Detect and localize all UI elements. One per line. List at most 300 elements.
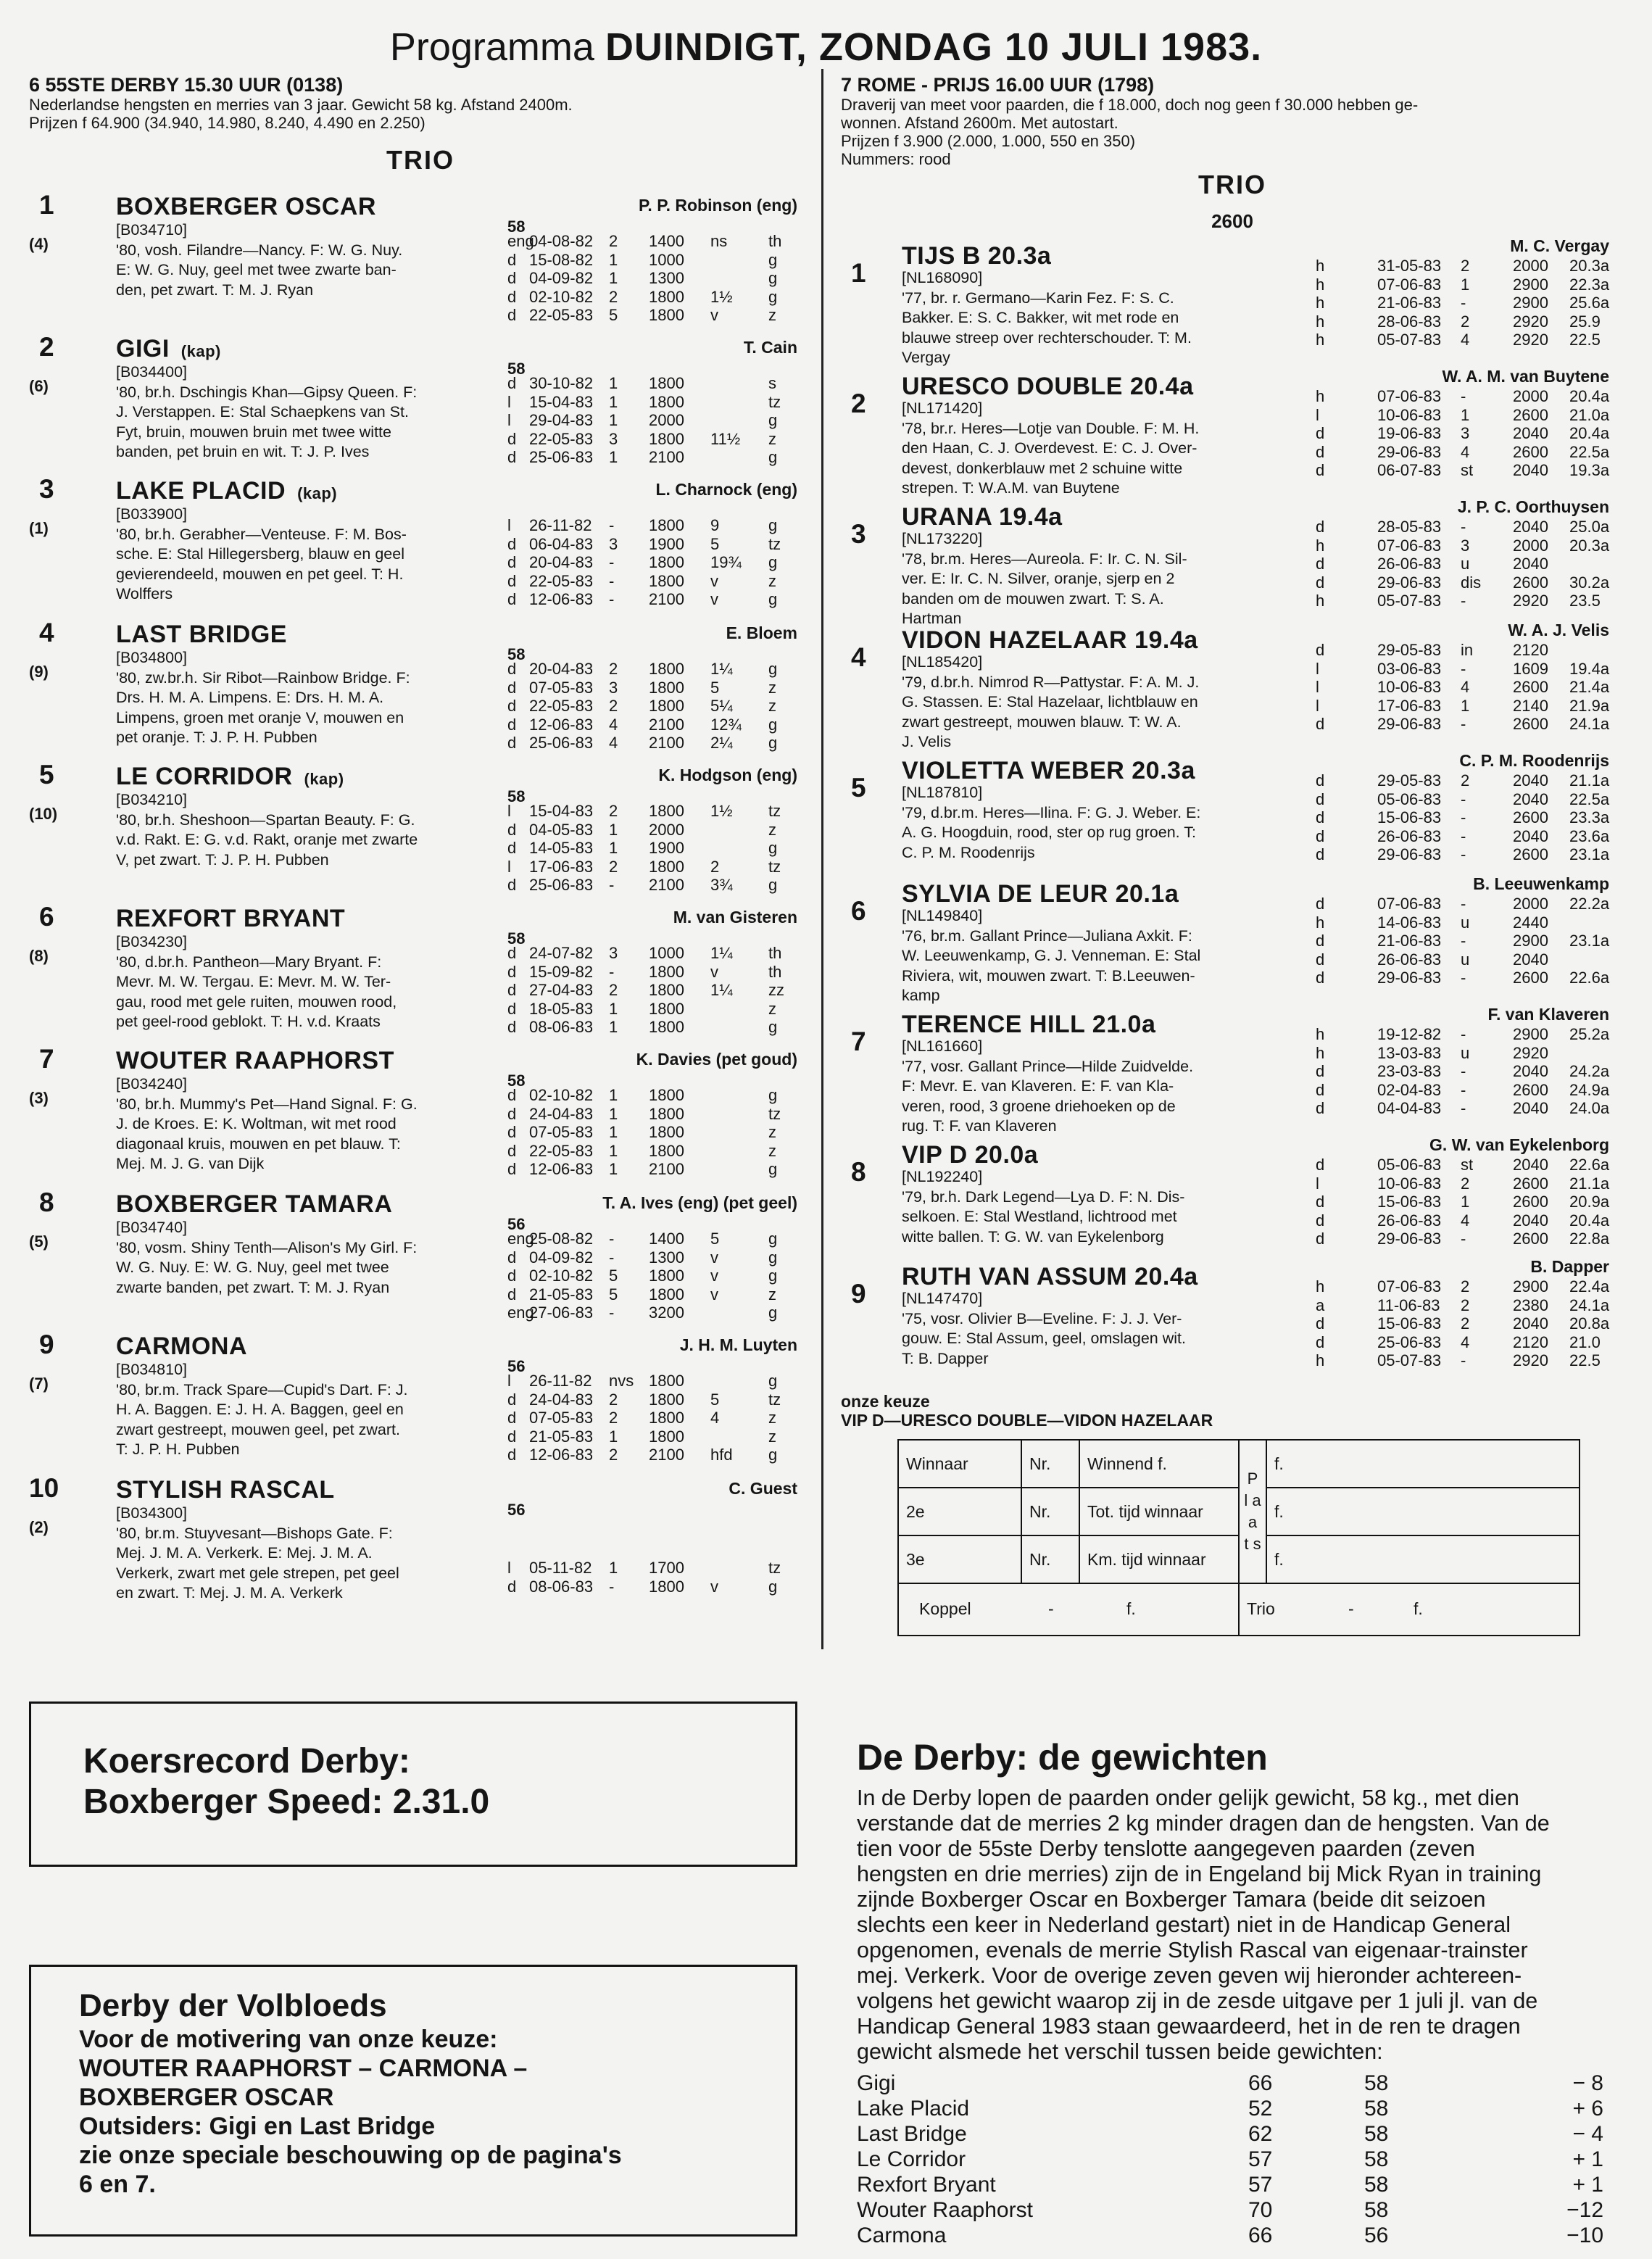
run-cell: 22-05-83 (529, 571, 594, 590)
run-cell: d (507, 1104, 517, 1123)
run-cell: 2040 (1513, 1062, 1548, 1080)
column-divider (821, 69, 823, 1649)
article-line: Handicap General 1983 staan gewaardeerd, het in de ren te dragen (857, 2014, 1521, 2039)
run-cell: 22-05-83 (529, 306, 594, 324)
race7-horse-entry (841, 751, 1624, 880)
run-cell: 06-04-83 (529, 534, 594, 553)
run-cell: 2 (609, 1409, 618, 1427)
run-cell: th (768, 232, 782, 250)
description-line: veren, rood, 3 groene driehoeken op de (902, 1097, 1176, 1115)
volbloeds-line-3: BOXBERGER OSCAR (79, 2084, 334, 2111)
run-row (507, 288, 812, 307)
run-cell: v (710, 571, 718, 590)
run-cell: 1800 (649, 1390, 684, 1409)
run-cell: d (1316, 826, 1325, 845)
run-cell: d (507, 839, 517, 857)
horse-name (116, 621, 287, 649)
run-cell: 11½ (710, 429, 741, 448)
horse-post-position: (1) (29, 519, 49, 537)
run-cell: - (1461, 387, 1466, 405)
run-cell: z (768, 1427, 776, 1446)
jockey-name: L. Charnock (eng) (655, 480, 797, 499)
description-line: '80, vosm. Shiny Tenth—Alison's My Girl. F: (116, 1238, 418, 1256)
run-cell: 1800 (649, 857, 684, 876)
run-cell: 20.3a (1569, 536, 1610, 555)
run-cell: 07-06-83 (1377, 536, 1442, 555)
run-row (1316, 1277, 1624, 1296)
jockey-name: T. Cain (743, 338, 797, 357)
run-cell: st (1461, 461, 1474, 479)
run-cell: d (1316, 1080, 1325, 1099)
run-row (1316, 1230, 1624, 1248)
race7-distance: 2600 (1211, 210, 1253, 232)
run-cell: 1000 (649, 250, 684, 269)
weights-table (857, 2071, 1625, 2248)
horse-description (116, 1218, 522, 1298)
run-cell: 15-06-83 (1377, 1193, 1442, 1211)
run-cell: 5 (710, 1230, 720, 1248)
run-cell: 22.3a (1569, 275, 1610, 294)
horse-number: 5 (851, 773, 866, 803)
run-cell: 06-07-83 (1377, 461, 1442, 479)
run-cell: 3 (1461, 536, 1470, 555)
description-line: Mej. J. M. A. Verkerk. E: Mej. J. M. A. (116, 1544, 373, 1562)
description-line: selkoen. E: Stal Westland, lichtrood met (902, 1208, 1177, 1225)
horse-weight: 56 (507, 1501, 526, 1519)
run-cell: 2040 (1513, 1211, 1548, 1230)
horse-code: [NL173220] (902, 530, 983, 547)
run-cell: 5 (609, 1267, 618, 1285)
run-cell: l (507, 516, 511, 534)
winning-amount-label: Winnend f. (1079, 1440, 1239, 1488)
run-cell: 23-03-83 (1377, 1062, 1442, 1080)
previous-runs (1316, 895, 1624, 987)
run-cell: 1800 (649, 1372, 684, 1390)
horse-name-text: STYLISH RASCAL (116, 1476, 335, 1504)
run-cell: s (768, 374, 776, 392)
run-cell: 2 (710, 857, 720, 876)
run-cell: d (1316, 461, 1325, 479)
race7-info-2: wonnen. Afstand 2600m. Met autostart. (841, 114, 1118, 132)
horse-code: [NL187810] (902, 784, 983, 801)
weight-cell: Le Corridor (857, 2147, 966, 2171)
driver-name: B. Leeuwenkamp (1473, 874, 1609, 893)
race7-horse-entry (841, 367, 1624, 497)
run-cell: - (1461, 715, 1466, 733)
run-row (1316, 641, 1624, 660)
run-cell: l (1316, 696, 1319, 715)
run-cell: 2040 (1513, 1099, 1548, 1117)
run-row (507, 1123, 812, 1142)
run-cell: 29-04-83 (529, 411, 594, 429)
run-cell: 3200 (649, 1303, 684, 1322)
horse-name: VIP D 20.0a (902, 1141, 1039, 1169)
run-cell: eng (507, 1230, 534, 1248)
run-row (1316, 660, 1624, 679)
run-cell: l (507, 392, 511, 411)
weight-cell: Wouter Raaphorst (857, 2198, 1033, 2222)
run-cell: d (507, 660, 517, 678)
weight-cell: + 1 (1572, 2147, 1603, 2171)
run-cell: 2 (1461, 1174, 1470, 1193)
run-cell: tz (768, 857, 781, 876)
description-line: '79, d.br.m. Heres—Ilina. F: G. J. Weber. E: (902, 803, 1201, 821)
run-row (1316, 424, 1624, 443)
run-cell: l (507, 1372, 511, 1390)
run-cell: 1 (609, 1086, 618, 1104)
run-cell: d (507, 697, 517, 715)
horse-post-position: (4) (29, 235, 49, 253)
run-cell: 2000 (1513, 257, 1548, 275)
horse-weight: 58 (507, 787, 526, 805)
run-row (1316, 1211, 1624, 1230)
run-cell: g (768, 1248, 778, 1267)
run-cell: 1800 (649, 392, 684, 411)
run-cell: 02-04-83 (1377, 1080, 1442, 1099)
run-row (507, 1248, 812, 1267)
race7-horse-entry (841, 621, 1624, 750)
article-line: opgenomen, evenals de merrie Stylish Rascal van eigenaar-trainster (857, 1938, 1528, 1962)
run-cell: 1 (1461, 275, 1470, 294)
run-cell: 19-12-82 (1377, 1025, 1442, 1043)
horse-description (116, 1074, 522, 1174)
run-cell: 20.4a (1569, 424, 1610, 442)
run-cell: 1400 (649, 1230, 684, 1248)
description-line: Vergay (902, 349, 950, 366)
run-cell: l (1316, 405, 1319, 424)
run-row (507, 448, 812, 467)
run-cell: 12-06-83 (529, 590, 594, 608)
run-row (1316, 1062, 1624, 1081)
run-cell: - (609, 590, 615, 608)
run-row (1316, 518, 1624, 536)
horse-equipment: (kap) (304, 770, 344, 788)
run-cell: 22.2a (1569, 895, 1610, 913)
run-cell: 3 (609, 678, 618, 697)
run-row (507, 306, 812, 325)
run-cell: 2040 (1513, 789, 1548, 808)
horse-code: [NL147470] (902, 1290, 983, 1307)
run-cell: - (609, 516, 615, 534)
run-cell: 05-07-83 (1377, 331, 1442, 349)
description-line: den, pet zwart. T: M. J. Ryan (116, 281, 314, 299)
run-cell: d (507, 287, 517, 306)
run-row (507, 430, 812, 449)
run-row (1316, 555, 1624, 573)
run-cell: 1800 (649, 678, 684, 697)
run-cell: 2 (1461, 1277, 1470, 1296)
description-line: '80, zw.br.h. Sir Ribot—Rainbow Bridge. F: (116, 668, 410, 687)
run-cell: 4 (1461, 331, 1470, 349)
article-body (857, 1786, 1625, 2065)
horse-weight: 58 (507, 929, 526, 948)
run-cell: 21.4a (1569, 678, 1610, 696)
run-row (507, 374, 812, 393)
run-cell: 12-06-83 (529, 1160, 594, 1178)
article-line: tien voor de 55ste Derby tenslotte aangegeven paarden (zeven (857, 1836, 1475, 1861)
race7-info-1: Draverij van meet voor paarden, die f 18.000, doch nog geen f 30.000 hebben ge- (841, 96, 1419, 114)
run-cell: 20.9a (1569, 1193, 1610, 1211)
run-cell: 9 (710, 516, 720, 534)
run-cell: - (1461, 1025, 1466, 1043)
run-cell: 13-03-83 (1377, 1043, 1442, 1062)
third-nr-label: Nr. (1021, 1535, 1079, 1583)
description-line: blauwe streep over rechterschouder. T: M. (902, 328, 1192, 347)
run-cell: tz (768, 802, 781, 820)
run-cell: d (1316, 808, 1325, 826)
run-cell: 04-08-82 (529, 232, 594, 250)
run-cell: 29-05-83 (1377, 641, 1442, 659)
description-line: gau, rood met gele ruiten, mouwen rood, (116, 992, 397, 1011)
run-cell: 1 (1461, 405, 1470, 424)
run-cell: d (507, 1160, 517, 1178)
run-cell: g (768, 1160, 778, 1178)
place-label: P l a a t s (1239, 1440, 1266, 1583)
weight-cell: 70 (1248, 2198, 1273, 2222)
run-row (1316, 536, 1624, 555)
horse-name (116, 335, 221, 363)
run-cell: 07-06-83 (1377, 387, 1442, 405)
run-cell: v (710, 1267, 718, 1285)
run-cell: eng (507, 1303, 534, 1322)
run-row (1316, 678, 1624, 697)
article-line: zijnde Boxberger Oscar en Boxberger Tamara (beide dit seizoen (857, 1887, 1486, 1912)
horse-code: [NL185420] (902, 653, 983, 671)
run-cell: l (507, 1559, 511, 1577)
run-cell: g (768, 269, 778, 287)
run-cell: 25.2a (1569, 1025, 1610, 1043)
trio-amount: f. (1414, 1599, 1423, 1618)
previous-runs (507, 944, 812, 1037)
jockey-name: J. H. M. Luyten (679, 1335, 797, 1354)
horse-number: 2 (851, 389, 866, 418)
description-line: Wolffers (116, 585, 173, 602)
previous-runs (507, 802, 812, 895)
description-line: devest, donkerblauw met 2 schuine witte (902, 459, 1183, 477)
run-cell: d (1316, 518, 1325, 536)
description-line: '80, br.h. Sheshoon—Spartan Beauty. F: G. (116, 811, 415, 829)
weight-cell: −12 (1566, 2198, 1603, 2222)
race7-horse-entry (841, 497, 1624, 627)
run-cell: 29-06-83 (1377, 1230, 1442, 1248)
run-cell: 2 (609, 660, 618, 678)
run-cell: 2100 (649, 1446, 684, 1464)
run-cell: d (507, 269, 517, 287)
article-line: hengsten en drie merries) zijn de in Engeland bij Mick Ryan in training (857, 1862, 1542, 1886)
run-cell: 15-09-82 (529, 962, 594, 981)
description-line: '80, br.h. Mummy's Pet—Hand Signal. F: G. (116, 1095, 418, 1113)
article-title: De Derby: de gewichten (857, 1737, 1268, 1778)
run-cell: g (768, 1086, 778, 1104)
run-row (1316, 950, 1624, 969)
article-line: verstande dat de merries 2 kg minder dragen dan de hengsten. Van de (857, 1811, 1550, 1836)
run-cell: 2100 (649, 876, 684, 894)
run-cell: d (507, 374, 517, 392)
horse-description (116, 505, 522, 605)
run-cell: 08-06-83 (529, 1018, 594, 1036)
description-line: Mevr. M. W. Tergau. E: Mevr. M. W. Ter- (116, 973, 391, 990)
run-cell: d (1316, 715, 1325, 733)
run-cell: 1300 (649, 1248, 684, 1267)
run-cell: 1 (609, 1141, 618, 1160)
run-cell: d (1316, 895, 1325, 913)
run-cell: 20.4a (1569, 387, 1610, 405)
run-cell: 26-06-83 (1377, 826, 1442, 845)
run-row (1316, 1081, 1624, 1100)
run-row (507, 572, 812, 591)
description-line: J. Verstappen. E: Stal Schaepkens van St. (116, 403, 409, 420)
run-cell: z (768, 1285, 776, 1303)
run-cell: 2040 (1513, 518, 1548, 536)
race6-horse-entry (29, 1473, 812, 1611)
run-cell: d (1316, 950, 1325, 969)
run-cell: a (1316, 1296, 1325, 1314)
horse-name (116, 193, 376, 221)
run-cell: g (768, 411, 778, 429)
run-cell: h (1316, 1043, 1325, 1062)
run-cell: 1900 (649, 534, 684, 553)
description-line: '80, br.h. Dschingis Khan—Gipsy Queen. F: (116, 383, 418, 401)
horse-name-text: LAKE PLACID (116, 477, 286, 505)
run-cell: 1800 (649, 287, 684, 306)
run-cell: nvs (609, 1372, 634, 1390)
run-cell: 11-06-83 (1377, 1296, 1440, 1314)
race6-horse-entry (29, 474, 812, 612)
race6-horse-entry (29, 332, 812, 470)
run-cell: 2 (1461, 1296, 1470, 1314)
weight-cell: − 4 (1572, 2122, 1603, 2146)
run-cell: z (768, 1141, 776, 1160)
run-cell: - (1461, 592, 1466, 610)
run-cell: 1800 (649, 516, 684, 534)
run-row (507, 1285, 812, 1304)
third-label: 3e (898, 1535, 1021, 1583)
horse-description (902, 1037, 1308, 1137)
run-cell: d (507, 306, 517, 324)
run-cell: - (1461, 659, 1466, 678)
horse-description (116, 1504, 522, 1604)
description-line: pet geel-rood geblokt. T: H. v.d. Kraats (116, 1013, 381, 1030)
run-cell: d (507, 448, 517, 466)
run-cell: 1800 (649, 981, 684, 999)
volbloeds-title: Derby der Volbloeds (79, 1988, 387, 2023)
description-line: '80, br.m. Stuyvesant—Bishops Gate. F: (116, 1524, 393, 1542)
run-cell: 1800 (649, 553, 684, 571)
run-cell: 3 (1461, 424, 1470, 442)
horse-name: URANA 19.4a (902, 503, 1063, 531)
run-row (507, 1086, 812, 1105)
horse-code: [B034240] (116, 1075, 188, 1093)
run-cell: 03-06-83 (1377, 659, 1442, 678)
run-cell: 1 (609, 392, 618, 411)
run-cell: 1800 (649, 429, 684, 448)
run-cell: - (609, 962, 615, 981)
jockey-name: P. P. Robinson (eng) (639, 196, 797, 215)
horse-number: 5 (39, 760, 54, 789)
run-cell: 21.1a (1569, 771, 1610, 789)
run-cell: 2920 (1513, 1043, 1548, 1062)
run-cell: 1 (609, 411, 618, 429)
run-row (1316, 845, 1624, 864)
run-row (507, 1409, 812, 1427)
run-cell: g (768, 250, 778, 269)
previous-runs (507, 232, 812, 325)
run-cell: 05-11-82 (529, 1559, 592, 1577)
run-cell: z (768, 429, 776, 448)
description-line: '76, br.m. Gallant Prince—Juliana Axkit. F: (902, 927, 1192, 945)
run-cell: z (768, 1409, 776, 1427)
run-cell: 2600 (1513, 442, 1548, 461)
run-cell: 28-05-83 (1377, 518, 1442, 536)
run-cell: 1800 (649, 1427, 684, 1446)
run-cell: 1609 (1513, 659, 1548, 678)
run-row (1316, 913, 1624, 932)
run-cell: d (507, 1267, 517, 1285)
run-cell: 4 (609, 715, 618, 734)
km-time-label: Km. tijd winnaar (1079, 1535, 1239, 1583)
race6-horse-entry (29, 760, 812, 898)
description-line: kamp (902, 987, 940, 1004)
run-cell: l (507, 411, 511, 429)
run-cell: 23.5 (1569, 592, 1601, 610)
run-cell: h (1316, 536, 1325, 555)
run-row (1316, 331, 1624, 349)
horse-number: 7 (39, 1044, 54, 1074)
run-cell: 1 (609, 448, 618, 466)
horse-number: 6 (851, 896, 866, 926)
horse-name-text: CARMONA (116, 1332, 248, 1360)
weight-cell: Carmona (857, 2223, 947, 2247)
record-box (29, 1701, 797, 1867)
run-cell: 26-06-83 (1377, 555, 1442, 573)
place-amount-2: f. (1266, 1488, 1580, 1535)
run-cell: 22.8a (1569, 1230, 1610, 1248)
run-cell: d (1316, 1332, 1325, 1351)
description-line: Drs. H. M. A. Limpens. E: Drs. H. M. A. (116, 689, 384, 706)
run-cell: d (507, 571, 517, 590)
run-row (507, 1427, 812, 1446)
run-cell: d (507, 1427, 517, 1446)
run-row (1316, 275, 1624, 294)
run-cell: 21.1a (1569, 1174, 1610, 1193)
description-line: V, pet zwart. T: J. P. H. Pubben (116, 850, 329, 869)
horse-number: 1 (39, 190, 54, 220)
run-cell: 4 (1461, 1332, 1470, 1351)
previous-runs (507, 374, 812, 467)
koppel-label: Koppel (919, 1599, 971, 1618)
run-cell: 20.8a (1569, 1314, 1610, 1332)
run-cell: hfd (710, 1446, 733, 1464)
run-cell: 1 (609, 269, 618, 287)
description-line: gouw. E: Stal Assum, geel, omslagen wit. (902, 1330, 1186, 1347)
weight-cell: 56 (1364, 2223, 1389, 2247)
second-label: 2e (898, 1488, 1021, 1535)
run-cell: 1½ (710, 802, 733, 820)
run-cell: 04-04-83 (1377, 1099, 1442, 1117)
weight-cell: 58 (1364, 2198, 1389, 2222)
run-cell: 2900 (1513, 1277, 1548, 1296)
run-cell: d (1316, 573, 1325, 592)
run-cell: d (507, 944, 517, 962)
run-cell: 19¾ (710, 553, 742, 571)
horse-description (902, 652, 1308, 753)
run-cell: 23.6a (1569, 826, 1610, 845)
run-cell: v (710, 1577, 718, 1596)
run-cell: 2 (609, 981, 618, 999)
previous-runs (507, 1372, 812, 1464)
run-cell: 2000 (1513, 387, 1548, 405)
run-cell: 1 (1461, 1193, 1470, 1211)
